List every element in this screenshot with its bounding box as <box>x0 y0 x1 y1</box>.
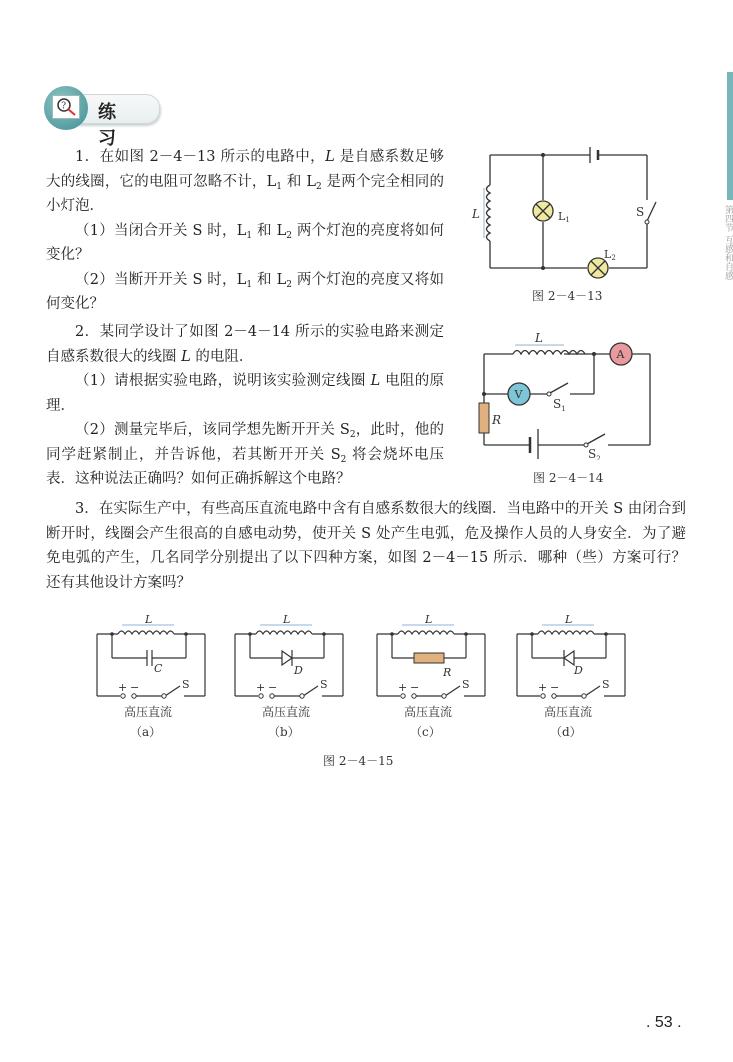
diode-reversed-icon <box>564 651 574 665</box>
circuit-diagram-14 <box>470 325 670 460</box>
question-1-part-2: （2）当断开开关 S 时，$L_1$ 和 $L_2$ 两个灯泡的亮度又将如何变化？ <box>46 271 444 312</box>
figure-2-4-15 <box>90 610 630 750</box>
svg-text:S: S <box>182 678 190 691</box>
svg-text:−: − <box>268 681 278 694</box>
lamp-l1-icon <box>533 201 553 221</box>
exercise-header-badge <box>44 86 162 149</box>
svg-text:−: − <box>130 681 140 694</box>
svg-text:高压直流: 高压直流 <box>404 705 453 719</box>
svg-text:C: C <box>154 662 163 675</box>
svg-text:S: S <box>320 678 328 691</box>
resistor-icon <box>414 653 444 663</box>
question-3 <box>46 497 686 595</box>
svg-text:L: L <box>425 613 433 626</box>
question-2-part-1: （1）请根据实验电路，说明该实验测定线圈 L 电阻的原理． <box>46 373 444 414</box>
svg-text:L: L <box>283 613 291 626</box>
circuit-panel-c <box>370 610 495 745</box>
chapter-side-text: 第四节 互感和自感 <box>723 205 733 280</box>
svg-text:L2: L2 <box>604 248 616 262</box>
svg-text:高压直流: 高压直流 <box>124 705 173 719</box>
voltmeter-icon <box>508 383 530 405</box>
svg-text:高压直流: 高压直流 <box>544 705 593 719</box>
svg-text:−: − <box>410 681 420 694</box>
svg-text:L1: L1 <box>558 210 570 224</box>
svg-text:（d）: （d） <box>550 725 582 739</box>
question-1-part-1: （1）当闭合开关 S 时，$L_1$ 和 $L_2$ 两个灯泡的亮度将如何变化？ <box>46 222 444 263</box>
svg-text:S2: $S_2$ <box>588 447 601 460</box>
ammeter-icon <box>610 343 632 365</box>
svg-text:D: D <box>574 664 583 677</box>
svg-text:高压直流: 高压直流 <box>262 705 311 719</box>
circuit-diagram-13 <box>470 140 680 280</box>
svg-text:L: L <box>145 613 153 626</box>
svg-text:V: V <box>514 388 523 401</box>
svg-text:R: R <box>443 666 452 679</box>
figure-caption-13: 图 2－4－13 <box>532 289 603 303</box>
svg-text:R: R <box>492 413 502 427</box>
question-2-part-2: （2）测量完毕后，该同学想先断开开关 $S_2$，此时，他的同学赶紧制止，并告诉他，若其断开开关 $S_2$ 将会烧坏电压表．这种说法正确吗？如何正确拆解这个电路？ <box>46 422 444 487</box>
circuit-panel-b <box>228 610 353 745</box>
svg-text:S: S <box>636 205 645 219</box>
svg-text:（c）: （c） <box>410 725 441 739</box>
question-3-text: 3．在实际生产中，有些高压直流电路中含有自感系数很大的线圈．当电路中的开关 S 由闭合到断开时，线圈会产生很高的自感电动势，使开关 S 处产生电弧，危及操作人员的人身安全．为了避免电弧的产生，几名同学分别提出了以下四种方案，如图 2－4－15 所示．哪种（些）方案可行？还有其他设计方案吗？ <box>46 501 686 591</box>
svg-text:+: + <box>538 681 548 694</box>
lamp-l2-icon <box>588 258 608 278</box>
svg-text:S: S <box>602 678 610 691</box>
chapter-side-tab <box>727 72 733 200</box>
magnifier-question-icon <box>52 95 80 119</box>
resistor-r-icon <box>479 403 489 433</box>
svg-text:+: + <box>256 681 266 694</box>
svg-text:−: − <box>550 681 560 694</box>
question-2-stem: 2．某同学设计了如图 2－4－14 所示的实验电路来测定自感系数很大的线圈 L 的电阻． <box>46 324 444 365</box>
svg-text:L: L <box>535 331 543 345</box>
svg-text:?: ? <box>61 101 67 112</box>
figure-caption-15: 图 2－4－15 <box>323 754 394 768</box>
svg-text:S: S <box>462 678 470 691</box>
page-number: . 53 . <box>646 1014 682 1031</box>
section-title: 练 习 <box>98 102 126 149</box>
svg-text:（b）: （b） <box>268 725 300 739</box>
circuit-panel-d <box>510 610 635 745</box>
svg-text:L: L <box>472 207 480 221</box>
circuit-panel-a <box>90 610 215 745</box>
diode-icon <box>282 651 292 665</box>
question-1-stem: 1．在如图 2－4－13 所示的电路中，L 是自感系数足够大的线圈，它的电阻可忽略不计，$L_1$ 和 $L_2$ 是两个完全相同的小灯泡． <box>46 149 444 214</box>
svg-text:L: L <box>565 613 573 626</box>
question-2 <box>46 320 451 492</box>
figure-caption-14: 图 2－4－14 <box>533 471 604 485</box>
svg-text:S1: $S_1$ <box>553 397 566 413</box>
svg-text:A: A <box>616 348 625 361</box>
question-1 <box>46 145 444 317</box>
svg-text:+: + <box>118 681 128 694</box>
svg-text:+: + <box>398 681 408 694</box>
svg-text:D: D <box>294 664 303 677</box>
figure-2-4-14 <box>470 325 670 490</box>
svg-text:（a）: （a） <box>130 725 162 739</box>
figure-2-4-13 <box>470 140 680 305</box>
